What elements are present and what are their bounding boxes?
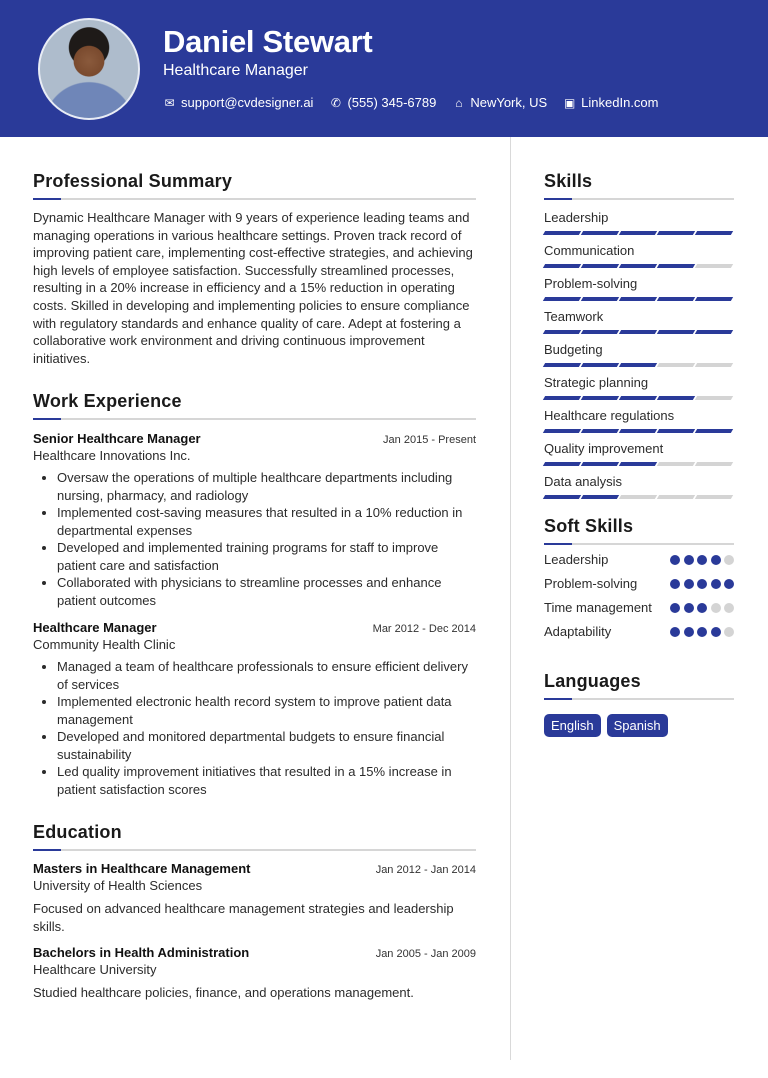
resume-header [0,0,768,137]
section-rule [33,418,476,420]
section-title: Soft Skills [544,516,634,536]
rating-dot [684,603,694,613]
bullet-item: • Collaborated with physicians to streamline processes and enhance patient outcomes [57,574,476,609]
soft-skill-label: Leadership [544,552,609,567]
contact-location [452,95,547,110]
skill-level-segment [619,396,657,400]
rating-dot [711,555,721,565]
job-entry [33,620,476,798]
contact-linkedin[interactable] [563,95,658,110]
contact-phone-text: (555) 345-6789 [347,95,437,110]
bullet-item: • Implemented electronic health record system to improve patient data management [57,693,476,728]
main-column [33,171,476,1002]
skill-level-segment [657,330,695,334]
job-organization: Community Health Clinic [33,637,176,653]
job-title: Healthcare Manager [33,620,157,636]
skill-label: Quality improvement [544,441,664,456]
section-title: Work Experience [33,391,182,412]
education-description: Focused on advanced healthcare management strategies and leadership skills. [33,901,454,934]
soft-skill-label: Time management [544,600,652,615]
skills-list [544,210,734,499]
section-title: Languages [544,671,641,691]
languages-section [544,671,734,737]
skill-level-segment [619,297,657,301]
skill-level-segment [695,363,733,367]
rating-dot [697,627,707,637]
language-chip: Spanish [607,714,668,737]
skill-item [544,408,734,433]
skill-level-segment [543,330,581,334]
education-dates: Jan 2012 - Jan 2014 [375,864,476,877]
section-rule [33,198,476,200]
contact-linkedin-text: LinkedIn.com [581,95,659,110]
skill-item [544,276,734,301]
bullet-item: • Implemented cost-saving measures that resulted in a 10% reduction in departmental expenses [57,504,476,539]
contact-list [163,95,675,110]
home-icon: ⌂ [455,95,463,110]
experience-section [33,391,476,798]
rating-dot [670,603,680,613]
skill-level-bar [544,396,734,400]
skill-level-segment [695,297,733,301]
skill-level-bar [544,462,734,466]
skill-level-segment [619,429,657,433]
rating-dot [724,627,734,637]
education-description: Studied healthcare policies, finance, and operations management. [33,985,414,1001]
summary-text: Dynamic Healthcare Manager with 9 years of experience leading teams and managing operations in various healthcare settings. Proven track record of improving patient care, implementing cost-effective strategies, and achieving high levels of employee satisfaction. Successfully streamlined processes, resulting in a 20% increase in efficiency and a 15% reduction in operating costs. Skilled in developing and implementing policies to ensure compliance with regulatory standards and enhance quality of care. Adept at fostering a collaborative work environment and driving continuous improvement initiatives. [33,210,473,366]
skill-item [544,210,734,235]
skill-level-segment [619,231,657,235]
skill-level-segment [695,396,733,400]
skill-level-segment [543,429,581,433]
contact-email[interactable] [163,95,313,110]
rating-dot [684,627,694,637]
skill-level-segment [657,231,695,235]
skill-level-segment [695,231,733,235]
skill-level-segment [543,363,581,367]
skill-level-segment [581,231,619,235]
job-organization: Healthcare Innovations Inc. [33,448,191,464]
section-title: Professional Summary [33,171,233,191]
skill-level-segment [657,495,695,499]
skill-level-segment [619,330,657,334]
skill-level-bar [544,363,734,367]
summary-section [33,171,476,367]
soft-skill-item [544,575,734,593]
language-list [544,714,734,737]
job-dates: Jan 2015 - Present [383,434,476,447]
bullet-item: • Oversaw the operations of multiple healthcare departments including nursing, pharmacy, and radiology [57,469,476,504]
soft-skill-rating [667,603,735,613]
job-entry [33,431,476,609]
skill-level-bar [544,231,734,235]
skill-item [544,309,734,334]
bullet-item: • Developed and monitored departmental budgets to ensure financial sustainability [57,728,476,763]
skill-level-segment [657,264,695,268]
envelope-icon: ✉ [164,95,175,110]
skill-level-segment [657,363,695,367]
rating-dot [724,579,734,589]
skill-level-bar [544,330,734,334]
job-dates: Mar 2012 - Dec 2014 [372,623,476,636]
language-chip: English [544,714,601,737]
skill-level-segment [581,363,619,367]
skill-level-segment [695,330,733,334]
section-title: Skills [544,171,593,191]
skill-level-segment [657,396,695,400]
skill-level-segment [543,297,581,301]
rating-dot [711,579,721,589]
skill-level-segment [657,462,695,466]
skill-level-segment [619,264,657,268]
soft-skill-rating [667,579,735,589]
skill-level-segment [581,330,619,334]
education-entry [33,861,476,935]
section-rule [33,849,476,851]
job-bullets [33,469,476,609]
rating-dot [684,555,694,565]
contact-location-text: NewYork, US [470,95,548,110]
contact-phone[interactable] [329,95,436,110]
soft-skills-list [544,551,734,641]
skill-level-segment [619,462,657,466]
rating-dot [697,579,707,589]
soft-skill-rating [667,555,735,565]
bullet-item: • Managed a team of healthcare professionals to ensure efficient delivery of services [57,658,476,693]
degree-title: Bachelors in Health Administration [33,945,250,961]
education-entry [33,945,476,1002]
soft-skill-rating [667,627,735,637]
skill-item [544,243,734,268]
profile-photo [38,18,140,120]
rating-dot [697,603,707,613]
section-title: Education [33,822,122,843]
soft-skill-item [544,623,734,641]
rating-dot [697,555,707,565]
skill-label: Strategic planning [544,375,649,390]
skill-level-segment [543,396,581,400]
rating-dot [670,579,680,589]
skill-level-segment [581,396,619,400]
candidate-name: Daniel Stewart [163,24,373,59]
skill-level-segment [581,495,619,499]
skill-level-segment [543,495,581,499]
skill-item [544,441,734,466]
soft-skill-label: Adaptability [544,624,612,639]
skill-level-bar [544,264,734,268]
skill-level-segment [581,297,619,301]
rating-dot [711,627,721,637]
skill-item [544,375,734,400]
skill-level-segment [543,231,581,235]
skill-label: Communication [544,243,635,258]
section-rule [544,698,734,700]
skill-level-segment [695,264,733,268]
skill-level-segment [619,363,657,367]
soft-skill-label: Problem-solving [544,576,638,591]
column-divider [510,137,511,1060]
skill-label: Data analysis [544,474,623,489]
education-dates: Jan 2005 - Jan 2009 [375,948,476,961]
section-rule [544,198,734,200]
skill-level-bar [544,429,734,433]
skill-item [544,474,734,499]
school-name: Healthcare University [33,962,157,978]
skill-level-segment [657,429,695,433]
bullet-item: • Developed and implemented training programs for staff to improve patient care and satisfaction [57,539,476,574]
skill-level-bar [544,495,734,499]
skills-section [544,171,734,499]
soft-skill-item [544,551,734,569]
rating-dot [724,555,734,565]
skill-level-segment [543,462,581,466]
rating-dot [724,603,734,613]
skill-level-segment [581,429,619,433]
rating-dot [670,555,680,565]
job-title: Senior Healthcare Manager [33,431,201,447]
skill-level-segment [543,264,581,268]
skill-item [544,342,734,367]
school-name: University of Health Sciences [33,878,203,894]
skill-label: Teamwork [544,309,604,324]
candidate-title: Healthcare Manager [163,62,308,79]
skill-level-segment [695,429,733,433]
rating-dot [684,579,694,589]
skill-level-segment [619,495,657,499]
contact-email-text: support@cvdesigner.ai [181,95,314,110]
skill-label: Budgeting [544,342,603,357]
skill-level-segment [581,462,619,466]
skill-level-segment [657,297,695,301]
degree-title: Masters in Healthcare Management [33,861,251,877]
job-bullets [33,658,476,798]
skill-label: Healthcare regulations [544,408,675,423]
skill-label: Problem-solving [544,276,638,291]
rating-dot [711,603,721,613]
soft-skills-section [544,516,734,641]
linkedin-icon: ▣ [564,95,576,110]
bullet-item: • Led quality improvement initiatives that resulted in a 15% increase in patient satisfaction scores [57,763,476,798]
side-column [544,171,734,737]
phone-icon: ✆ [330,95,341,110]
section-rule [544,543,734,545]
rating-dot [670,627,680,637]
skill-level-bar [544,297,734,301]
skill-level-segment [695,495,733,499]
education-section [33,822,476,1002]
skill-label: Leadership [544,210,609,225]
skill-level-segment [695,462,733,466]
soft-skill-item [544,599,734,617]
skill-level-segment [581,264,619,268]
